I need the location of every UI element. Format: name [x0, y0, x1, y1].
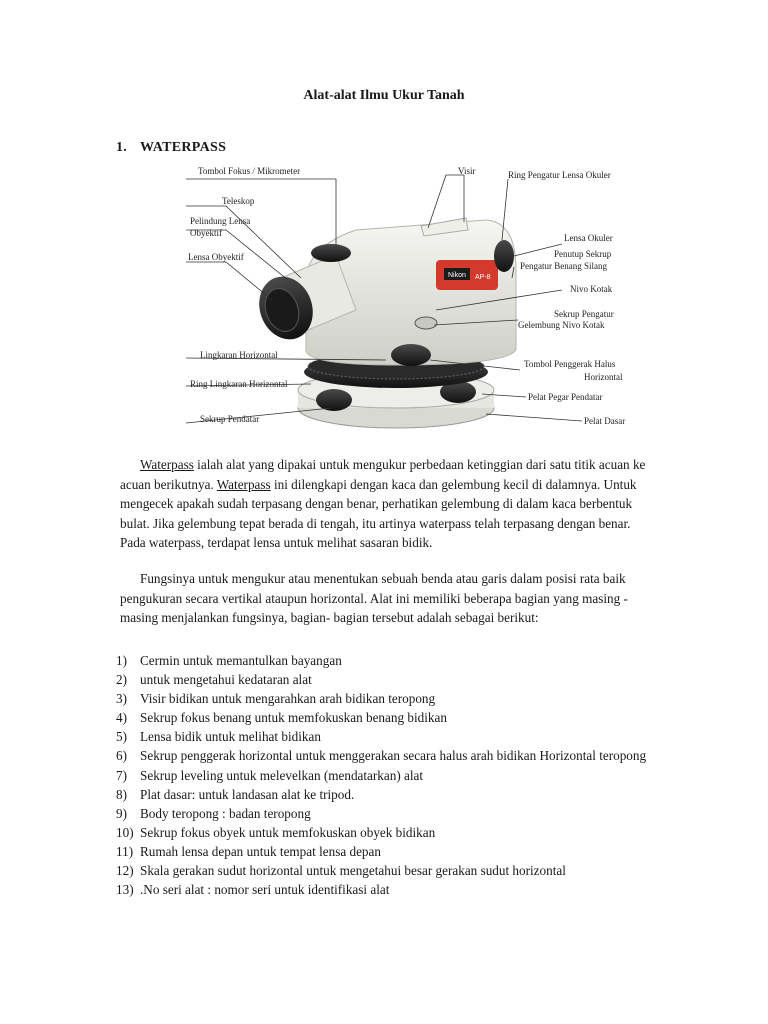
list-item-text: Visir bidikan untuk mengarahkan arah bidikan teropong: [140, 691, 436, 707]
label-ring-pengatur: Ring Pengatur Lensa Okuler: [508, 170, 611, 180]
list-item-number: 5): [116, 729, 127, 745]
paragraph-text-1: ialah alat yang dipakai untuk mengukur perbedaan ketinggian dari satu titik acuan ke acuan berikutnya.: [120, 457, 646, 492]
list-item: [116, 670, 656, 689]
list-item-number: 6): [116, 748, 127, 764]
paragraph-function-text: Fungsinya untuk mengukur atau menentukan sebuah benda atau garis dalam posisi rata baik pengukuran secara vertikal ataupun horizontal. Alat ini memiliki beberapa bagian yang masing - masing menjalankan fungsinya, bagian- bagian tersebut adalah sebagai berikut:: [120, 571, 628, 626]
label-pelindung-lensa: Pelindung Lensa: [190, 216, 251, 226]
circular-bubble: [415, 317, 437, 329]
paragraph-text-2: ini dilengkapi dengan kaca dan gelembung kecil di dalamnya. Untuk mengecek apakah sudah terpasang dengan benar, perhatikan gelembung di dalam kaca berbentuk bulat. Jika gelembung tepat berada di tengah, itu artinya waterpass telah terpasang dengan benar. Pada waterpass, terdapat lensa untuk melihat sasaran bidik.: [120, 476, 637, 551]
label-horizontal: Horizontal: [584, 372, 623, 382]
list-item-number: 8): [116, 786, 127, 802]
list-item-number: 4): [116, 710, 127, 726]
label-pelat-pegar: Pelat Pegar Pendatar: [528, 392, 603, 402]
waterpass-figure: [186, 160, 636, 432]
label-penutup-sekrup: Penutup Sekrup: [554, 249, 612, 259]
section-heading: [116, 140, 226, 156]
model-label: AP-8: [475, 274, 491, 281]
section-title: WATERPASS: [140, 140, 227, 155]
list-item-number: 2): [116, 672, 127, 688]
list-item-text: Sekrup penggerak horizontal untuk menggerakan secara halus arah bidikan Horizontal teropong: [140, 748, 647, 764]
list-item-text: Sekrup fokus benang untuk memfokuskan benang bidikan: [140, 710, 447, 726]
list-item-text: Cermin untuk memantulkan bayangan: [140, 653, 342, 668]
eyepiece: [494, 240, 514, 272]
list-item: [116, 727, 656, 746]
list-item: [116, 785, 656, 804]
brand-label: Nikon: [448, 272, 466, 279]
paragraph-function: [120, 569, 650, 628]
list-item: [116, 708, 656, 727]
list-item: [116, 746, 656, 765]
list-item-text: Plat dasar: untuk landasan alat ke tripod.: [140, 786, 355, 802]
list-item-text: Sekrup fokus obyek untuk memfokuskan obyek bidikan: [140, 824, 436, 840]
list-item-number: 13): [116, 882, 134, 898]
label-teleskop: Teleskop: [222, 196, 255, 206]
list-item: [116, 861, 656, 880]
list-item-number: 7): [116, 767, 127, 783]
list-item: [116, 766, 656, 785]
paragraph-definition: [120, 455, 650, 553]
list-item-number: 11): [116, 843, 134, 859]
focus-knob: [311, 244, 351, 262]
label-lensa-okuler: Lensa Okuler: [564, 233, 613, 243]
label-pelat-dasar: Pelat Dasar: [584, 416, 626, 426]
list-item: [116, 804, 656, 823]
list-item-text: Sekrup leveling untuk melevelkan (mendatarkan) alat: [140, 767, 424, 783]
label-lensa-obyektif: Lensa Obyektif: [188, 252, 244, 262]
list-item: [116, 842, 656, 861]
label-pelindung-obyektif: Obyektif: [190, 228, 222, 238]
term-waterpass: Waterpass: [140, 457, 194, 472]
list-item-number: 3): [116, 691, 127, 707]
list-item-number: 10): [116, 824, 134, 840]
list-item-number: 1): [116, 653, 127, 668]
label-visir: Visir: [458, 166, 476, 176]
label-gelembung-nivo: Gelembung Nivo Kotak: [518, 320, 605, 330]
list-item: [116, 689, 656, 708]
list-item-text: untuk mengetahui kedataran alat: [140, 672, 312, 688]
document-title: Alat-alat Ilmu Ukur Tanah: [303, 88, 465, 103]
label-sekrup-pendatar: Sekrup Pendatar: [200, 414, 260, 424]
label-lingkaran-horizontal: Lingkaran Horizontal: [200, 350, 278, 360]
list-item: [116, 823, 656, 842]
list-item-text: Lensa bidik untuk melihat bidikan: [140, 729, 321, 745]
section-number: 1.: [116, 140, 128, 155]
list-item: [116, 880, 656, 899]
fine-motion-knob: [391, 344, 431, 366]
label-nivo-kotak: Nivo Kotak: [570, 284, 613, 294]
list-item-text: .No seri alat : nomor seri untuk identifikasi alat: [140, 882, 390, 898]
label-tombol-penggerak: Tombol Penggerak Halus: [524, 359, 616, 369]
label-pengatur-benang: Pengatur Benang Silang: [520, 261, 607, 271]
term-waterpass-2: Waterpass: [216, 476, 271, 492]
list-item-text: Rumah lensa depan untuk tempat lensa depan: [140, 843, 381, 859]
list-item-text: Skala gerakan sudut horizontal untuk mengetahui besar gerakan sudut horizontal: [140, 863, 566, 879]
parts-list: [116, 651, 656, 899]
label-sekrup-pengatur: Sekrup Pengatur: [554, 309, 614, 319]
list-item-number: 12): [116, 863, 134, 879]
list-item-number: 9): [116, 805, 127, 821]
list-item-text: Body teropong : badan teropong: [140, 805, 311, 821]
list-item: [116, 651, 656, 670]
label-tombol-fokus: Tombol Fokus / Mikrometer: [198, 166, 301, 176]
label-ring-lingkaran: Ring Lingkaran Horizontal: [190, 379, 288, 389]
